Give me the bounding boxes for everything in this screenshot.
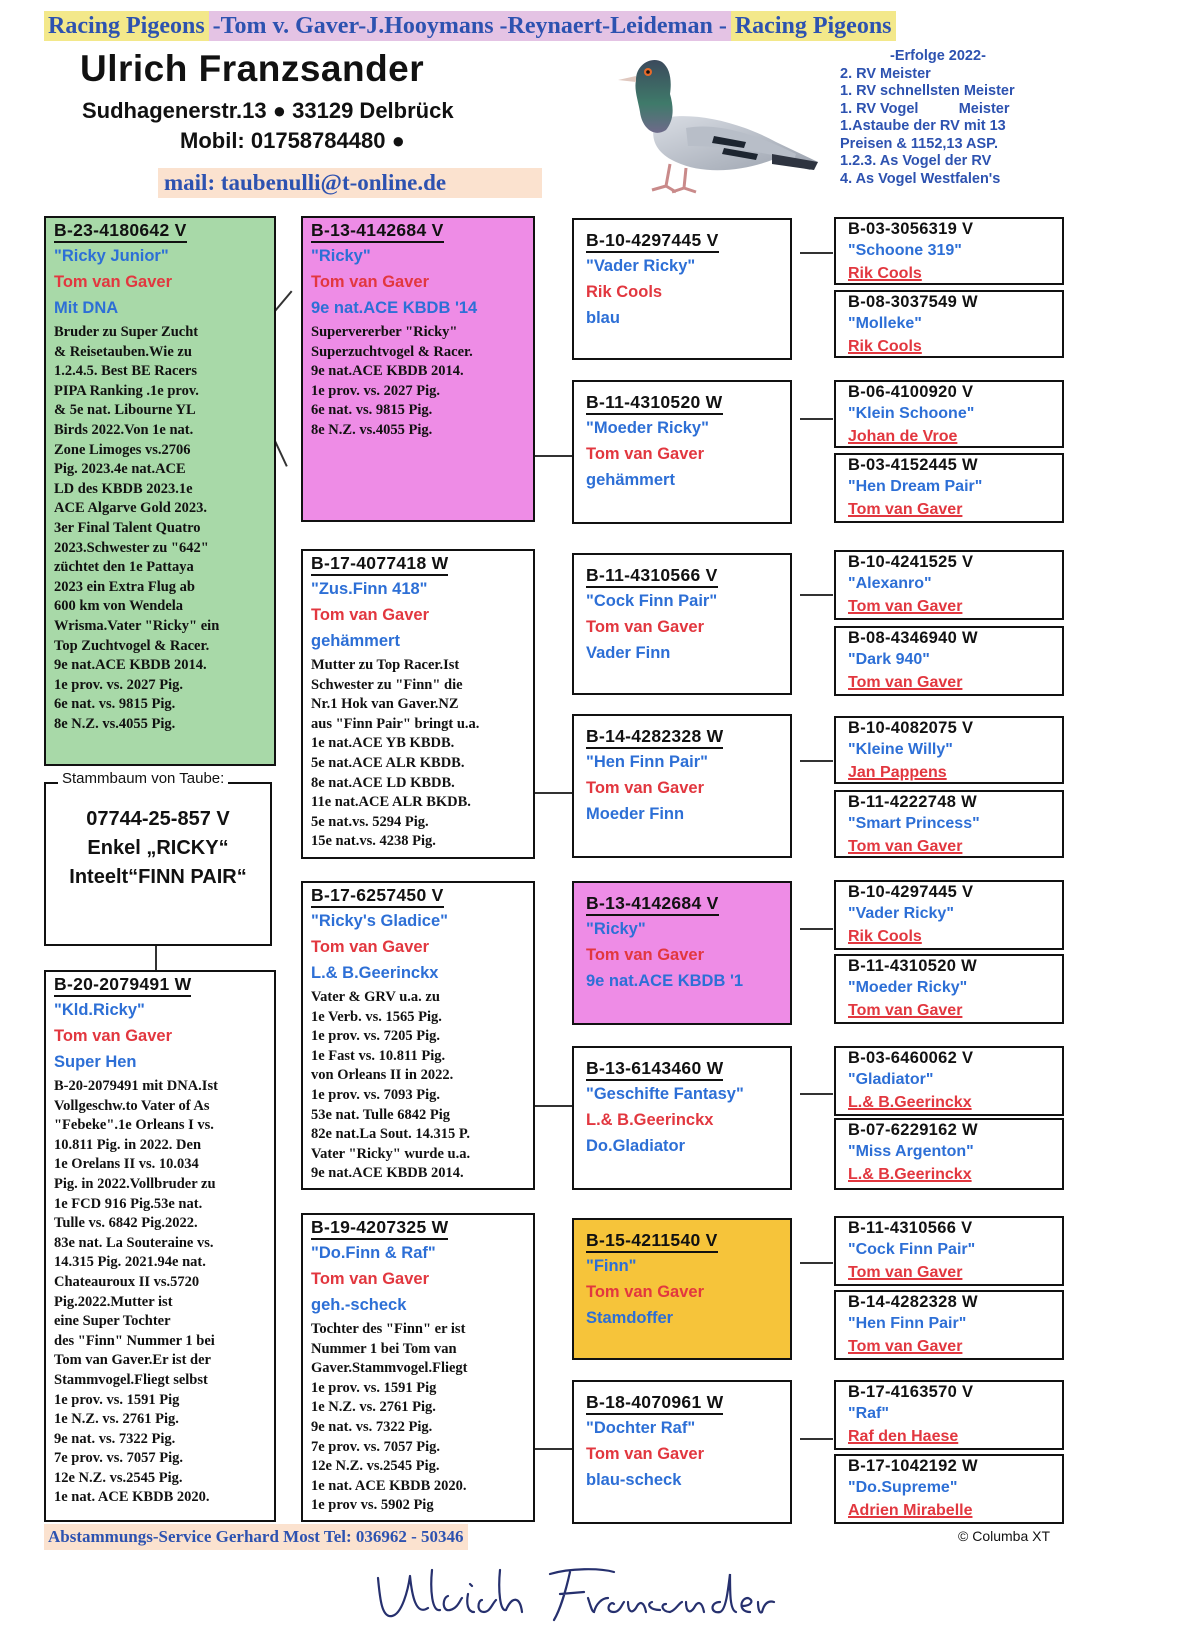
ancestor-card [834, 954, 1064, 1024]
great-grandparent-card [572, 380, 792, 524]
pigeon-name: "Raf" [848, 1405, 889, 1422]
ring-number: B-19-4207325 W [311, 1217, 448, 1240]
pigeon-name: "Molleke" [848, 315, 922, 332]
ancestor-card [834, 290, 1064, 358]
ancestor-card [834, 1380, 1064, 1450]
pigeon-name: "Ricky" [311, 247, 371, 265]
great-grandparent-card [572, 881, 792, 1025]
pigeon-name: "Moeder Ricky" [848, 979, 968, 996]
subject-legend: Stammbaum von Taube: [58, 770, 228, 787]
pigeon-name: "Dark 940" [848, 651, 930, 668]
breeder-name: Tom van Gaver [311, 938, 429, 956]
pigeon-extra: geh.-scheck [311, 1296, 407, 1314]
breeder-name: Rik Cools [848, 338, 922, 355]
pigeon-description: Tochter des "Finn" er ist Nummer 1 bei Tom van Gaver.Stammvogel.Fliegt 1e prov. vs. 1591 Pig 1e N.Z. vs. 2761 Pig. 9e nat. vs. 7322 Pig. 7e prov. vs. 7057 Pig. 12e N.Z. vs.2545 Pig. 1e nat. ACE KBDB 2020. 1e prov vs. 5902 Pig [311, 1321, 468, 1514]
ring-number: B-10-4297445 V [848, 883, 974, 901]
ring-number: B-11-4310520 W [848, 957, 977, 975]
pigeon-name: "Alexanro" [848, 575, 932, 592]
breeder-name: Tom van Gaver [586, 1283, 704, 1301]
ring-number: B-15-4211540 V [586, 1230, 718, 1253]
dam-card [44, 970, 276, 1522]
pigeon-name: "Moeder Ricky" [586, 419, 709, 437]
grandparent-card [301, 1213, 535, 1522]
connector-line [534, 1105, 572, 1107]
pigeon-name: "Dochter Raf" [586, 1419, 696, 1437]
pigeon-extra: 9e nat.ACE KBDB '14 [311, 299, 478, 317]
breeder-name: Tom van Gaver [54, 1027, 172, 1045]
achievement-line: Preisen & 1152,13 ASP. [840, 135, 998, 152]
achievement-line: 1. RV Vogel Meister [840, 100, 1010, 117]
breeder-name: Tom van Gaver [848, 1002, 963, 1019]
connector-line [800, 928, 833, 930]
breeder-name: Tom van Gaver [848, 598, 963, 615]
pigeon-name: "Zus.Finn 418" [311, 580, 428, 598]
pigeon-description: Supervererber "Ricky" Superzuchtvogel & Racer. 9e nat.ACE KBDB 2014. 1e prov. vs. 2027 Pig. 6e nat. vs. 9815 Pig. 8e N.Z. vs.4055 Pig. [311, 324, 473, 438]
breeder-name: Tom van Gaver [848, 501, 963, 518]
breeder-name: L.& B.Geerinckx [848, 1094, 972, 1111]
ring-number: B-14-4282328 W [848, 1293, 978, 1311]
ring-number: B-03-6460062 V [848, 1049, 974, 1067]
ring-number: B-17-4163570 V [848, 1383, 974, 1401]
subject-line2: Enkel „RICKY“ [87, 837, 229, 859]
ring-number: B-11-4222748 W [848, 793, 977, 811]
footer-copyright: © Columba XT [958, 1528, 1051, 1544]
breeder-name: Tom van Gaver [586, 779, 704, 797]
header-banner [44, 11, 1018, 41]
ring-number: B-03-3056319 V [848, 220, 974, 238]
pigeon-name: "Hen Finn Pair" [586, 753, 708, 771]
pigeon-name: "Cock Finn Pair" [586, 592, 718, 610]
ring-number: B-11-4310566 V [586, 565, 718, 588]
pigeon-name: "Miss Argenton" [848, 1143, 974, 1160]
pigeon-name: "Vader Ricky" [586, 257, 696, 275]
breeder-name: Rik Cools [848, 265, 922, 282]
achievement-line: 2. RV Meister [840, 65, 931, 82]
ancestor-card [834, 716, 1064, 784]
great-grandparent-card [572, 714, 792, 858]
breeder-name: Raf den Haese [848, 1428, 959, 1445]
pigeon-name: "Vader Ricky" [848, 905, 954, 922]
connector-line [800, 418, 833, 420]
pigeon-name: "Schoone 319" [848, 242, 962, 259]
great-grandparent-card [572, 553, 792, 695]
breeder-name: Jan Pappens [848, 764, 947, 781]
ring-number: B-18-4070961 W [586, 1392, 723, 1415]
pigeon-name: "Kleine Willy" [848, 741, 953, 758]
ring-number: B-11-4310566 V [848, 1219, 973, 1237]
ancestor-card [834, 626, 1064, 696]
achievements-title: -Erfolge 2022- [890, 48, 986, 64]
achievements-block [840, 48, 1070, 188]
grandparent-card [301, 549, 535, 859]
ring-number: B-08-4346940 W [848, 629, 978, 647]
pigeon-name: "Ricky Junior" [54, 247, 169, 265]
breeder-name: Tom van Gaver [848, 838, 963, 855]
ring-number: B-13-4142684 V [311, 220, 444, 243]
ancestor-card [834, 1118, 1064, 1190]
subject-ring: 07744-25-857 V [86, 808, 230, 830]
connector-line [155, 944, 157, 970]
ring-number: B-07-6229162 W [848, 1121, 978, 1139]
connector-line [800, 1093, 833, 1095]
great-grandparent-card [572, 218, 792, 360]
breeder-name: Rik Cools [586, 283, 663, 301]
pigeon-name: "Do.Supreme" [848, 1479, 958, 1496]
ancestor-card [834, 380, 1064, 448]
banner-right: Racing Pigeons [731, 11, 896, 41]
owner-name: Ulrich Franzsander [80, 48, 425, 89]
owner-phone: Mobil: 01758784480 ● [180, 128, 405, 153]
pigeon-extra: blau-scheck [586, 1471, 682, 1489]
pigeon-extra: gehämmert [586, 471, 675, 489]
ring-number: B-17-4077418 W [311, 553, 448, 576]
pigeon-name: "Ricky's Gladice" [311, 912, 448, 930]
pigeon-illustration [596, 50, 822, 206]
connector-line [534, 792, 572, 794]
ancestor-card [834, 790, 1064, 858]
achievement-line: 1.Astaube der RV mit 13 [840, 118, 1006, 134]
pigeon-name: "Kld.Ricky" [54, 1001, 145, 1019]
breeder-name: Tom van Gaver [586, 618, 704, 636]
ring-number: B-17-1042192 W [848, 1457, 978, 1475]
breeder-name: Tom van Gaver [586, 1445, 704, 1463]
achievement-line: 4. As Vogel Westfalen's [840, 170, 1001, 187]
pigeon-extra: Moeder Finn [586, 805, 685, 823]
breeder-name: Adrien Mirabelle [848, 1502, 973, 1519]
ring-number: B-14-4282328 W [586, 726, 723, 749]
great-grandparent-card [572, 1046, 792, 1190]
sire-card [44, 216, 276, 766]
pigeon-name: "Do.Finn & Raf" [311, 1244, 436, 1262]
pigeon-name: "Finn" [586, 1257, 637, 1275]
subject-card [44, 782, 272, 946]
ring-number: B-23-4180642 V [54, 220, 187, 243]
connector-line [800, 1262, 833, 1264]
breeder-name: Tom van Gaver [311, 1270, 429, 1288]
pigeon-description: Bruder zu Super Zucht & Reisetauben.Wie zu 1.2.4.5. Best BE Racers PIPA Ranking .1e prov. & 5e nat. Libourne YL Birds 2022.Von 1e nat. Zone Limoges vs.2706 Pig. 2023.4e nat.ACE LD des KBDB 2023.1e ACE Algarve Gold 2023. 3er Final Talent Quatro 2023.Schwester zu "642" züchtet den 1e Pattaya 2023 ein Extra Flug ab 600 km von Wendela Wrisma.Vater "Ricky" ein Top Zuchtvogel & Racer. 9e nat.ACE KBDB 2014. 1e prov. vs. 2027 Pig. 6e nat. vs. 9815 Pig. 8e N.Z. vs.4055 Pig. [54, 324, 220, 732]
connector-line [800, 594, 833, 596]
breeder-name: Tom van Gaver [311, 606, 429, 624]
breeder-name: Tom van Gaver [586, 946, 704, 964]
connector-line [534, 455, 572, 457]
pigeon-extra: gehämmert [311, 632, 400, 650]
pigeon-name: "Hen Finn Pair" [848, 1315, 967, 1332]
breeder-name: Johan de Vroe [848, 428, 958, 445]
pigeon-description: Mutter zu Top Racer.Ist Schwester zu "Finn" die Nr.1 Hok van Gaver.NZ aus "Finn Pair" bringt u.a. 1e nat.ACE YB KBDB. 5e nat.ACE ALR KBDB. 8e nat.ACE LD KBDB. 11e nat.ACE ALR BKDB. 5e nat.vs. 5294 Pig. 15e nat.vs. 4238 Pig. [311, 657, 480, 850]
connector-line [800, 1438, 833, 1440]
signature [370, 1560, 790, 1630]
ring-number: B-13-6143460 W [586, 1058, 723, 1081]
subject-line3: Inteelt“FINN PAIR“ [69, 866, 247, 888]
connector-line [534, 1448, 572, 1450]
ring-number: B-17-6257450 V [311, 885, 444, 908]
ancestor-card [834, 1290, 1064, 1360]
achievement-line: 1.2.3. As Vogel der RV [840, 153, 992, 169]
great-grandparent-card [572, 1218, 792, 1360]
ring-number: B-13-4142684 V [586, 893, 719, 916]
achievement-line: 1. RV schnellsten Meister [840, 83, 1015, 99]
ancestor-card [834, 1216, 1064, 1286]
pigeon-extra: Stamdoffer [586, 1309, 674, 1327]
pigeon-extra: Do.Gladiator [586, 1137, 686, 1155]
grandparent-card [301, 881, 535, 1190]
pigeon-name: "Gladiator" [848, 1071, 934, 1088]
breeder-name: Tom van Gaver [848, 674, 963, 691]
breeder-name: Tom van Gaver [848, 1264, 963, 1281]
great-grandparent-card [572, 1380, 792, 1524]
pigeon-extra: Mit DNA [54, 299, 119, 317]
banner-left: Racing Pigeons [44, 11, 209, 41]
pigeon-extra: Vader Finn [586, 644, 671, 662]
pigeon-name: "Klein Schoone" [848, 405, 975, 422]
connector-line [274, 441, 288, 467]
ancestor-card [834, 453, 1064, 523]
ancestor-card [834, 1046, 1064, 1116]
pigeon-name: "Ricky" [586, 920, 646, 938]
footer-service: Abstammungs-Service Gerhard Most Tel: 036962 - 50346 [44, 1524, 468, 1550]
ring-number: B-10-4241525 V [848, 553, 974, 571]
connector-line [800, 760, 833, 762]
breeder-name: Rik Cools [848, 928, 922, 945]
breeder-name: Tom van Gaver [311, 273, 429, 291]
pigeon-name: "Hen Dream Pair" [848, 478, 983, 495]
breeder-name: L.& B.Geerinckx [848, 1166, 972, 1183]
pigeon-extra: L.& B.Geerinckx [311, 964, 439, 982]
pigeon-description: Vater & GRV u.a. zu 1e Verb. vs. 1565 Pig. 1e prov. vs. 7205 Pig. 1e Fast vs. 10.811 Pig. von Orleans II in 2022. 1e prov. vs. 7093 Pig. 53e nat. Tulle 6842 Pig 82e nat.La Sout. 14.315 P. Vater "Ricky" wurde u.a. 9e nat.ACE KBDB 2014. [311, 989, 471, 1182]
grandparent-card [301, 216, 535, 522]
breeder-name: Tom van Gaver [586, 445, 704, 463]
banner-middle: -Tom v. Gaver-J.Hooymans -Reynaert-Leideman - [209, 11, 731, 41]
ring-number: B-10-4297445 V [586, 230, 719, 253]
owner-email: mail: taubenulli@t-online.de [158, 168, 542, 198]
ring-number: B-03-4152445 W [848, 456, 978, 474]
ring-number: B-20-2079491 W [54, 974, 191, 997]
breeder-name: Tom van Gaver [54, 273, 172, 291]
pigeon-extra: 9e nat.ACE KBDB '1 [586, 972, 744, 990]
pigeon-description: B-20-2079491 mit DNA.Ist Vollgeschw.to Vater of As "Febeke".1e Orleans I vs. 10.811 Pig. in 2022. Den 1e Orelans II vs. 10.034 Pig. in 2022.Vollbruder zu 1e FCD 916 Pig.53e nat. Tulle vs. 6842 Pig.2022. 83e nat. La Souteraine vs. 14.315 Pig. 2021.94e nat. Chateauroux II vs.5720 Pig.2022.Mutter ist eine Super Tochter des "Finn" Nummer 1 bei Tom van Gaver.Er ist der Stammvogel.Fliegt selbst 1e prov. vs. 1591 Pig 1e N.Z. vs. 2761 Pig. 9e nat. vs. 7322 Pig. 7e prov. vs. 7057 Pig. 12e N.Z. vs.2545 Pig. 1e nat. ACE KBDB 2020. [54, 1078, 218, 1506]
ring-number: B-10-4082075 V [848, 719, 974, 737]
connector-line [274, 290, 292, 311]
pigeon-name: "Geschifte Fantasy" [586, 1085, 744, 1103]
ring-number: B-11-4310520 W [586, 392, 723, 415]
pigeon-name: "Cock Finn Pair" [848, 1241, 976, 1258]
ring-number: B-06-4100920 V [848, 383, 974, 401]
breeder-name: Tom van Gaver [848, 1338, 963, 1355]
ring-number: B-08-3037549 W [848, 293, 978, 311]
owner-address: Sudhagenerstr.13 ● 33129 Delbrück [82, 98, 454, 123]
pigeon-extra: blau [586, 309, 620, 327]
pigeon-extra: Super Hen [54, 1053, 137, 1071]
ancestor-card [834, 550, 1064, 620]
ancestor-card [834, 217, 1064, 285]
ancestor-card [834, 1454, 1064, 1524]
pigeon-name: "Smart Princess" [848, 815, 980, 832]
breeder-name: L.& B.Geerinckx [586, 1111, 714, 1129]
ancestor-card [834, 880, 1064, 950]
connector-line [800, 252, 833, 254]
